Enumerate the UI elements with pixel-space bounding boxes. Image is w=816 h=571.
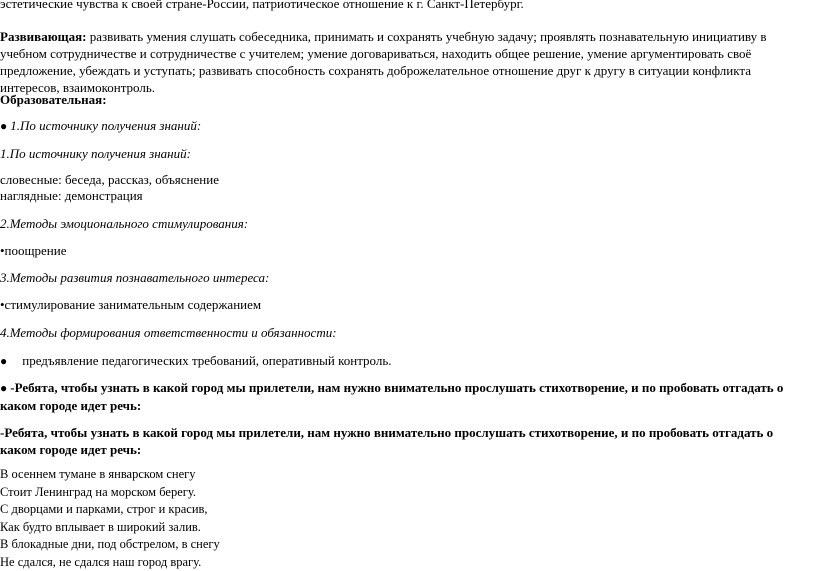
poem-line: Стоит Ленинград на морском берегу. [0,484,812,502]
method-4-heading: 4.Методы формирования ответственности и обязанности: [0,324,812,341]
developing-goal [0,28,812,96]
instruction-bulleted [0,379,812,414]
method-1-heading-bulleted [0,117,812,135]
bullet-icon: ● [0,381,7,395]
poem [0,466,812,571]
method-1-heading-text: 1.По источнику получения знаний: [10,118,201,133]
intro-line: эстетические чувства к своей стране-России, патриотическое отношение к г. Санкт-Петербург. [0,0,812,12]
developing-text: развивать умения слушать собеседника, принимать и сохранять учебную задачу; проявлять познавательную инициативу в учебном сотрудничестве и сотрудничестве с учителем; умение договариваться, находить общее решение, умение аргументировать своё предложение, убеждать и уступать; развивать способность сохранять доброжелательное отношение друг к другу в ситуации конфликта интересов, взаимоконтроль. [0,29,767,95]
method-3-item: •стимулирование занимательным содержанием [0,296,812,313]
method-1-item-visual: наглядные: демонстрация [0,187,812,204]
developing-label: Развивающая: [0,29,86,44]
method-3-heading: 3.Методы развития познавательного интереса: [0,269,812,286]
poem-line: Не сдался, не сдался наш город врагу. [0,554,812,571]
method-4-item-text: предъявление педагогических требований, оперативный контроль. [22,353,391,368]
poem-line: С дворцами и парками, строг и красив, [0,501,812,519]
bullet-icon: ● [0,354,7,368]
poem-line: Как будто вплывает в широкий залив. [0,519,812,537]
method-1-heading: 1.По источнику получения знаний: [0,145,812,162]
educational-heading: Образовательная: [0,91,812,108]
poem-line: В осеннем тумане в январском снегу [0,466,812,484]
poem-line: В блокадные дни, под обстрелом, в снегу [0,536,812,554]
method-1-item-verbal: словесные: беседа, рассказ, объяснение [0,171,812,188]
bullet-icon: ● [0,119,7,133]
instruction-paragraph: -Ребята, чтобы узнать в какой город мы прилетели, нам нужно внимательно прослушать стихотворение, и по пробовать отгадать о каком городе идет речь: [0,424,812,458]
instruction-text: -Ребята, чтобы узнать в какой город мы прилетели, нам нужно внимательно прослушать стихотворение, и по пробовать отгадать о каком городе идет речь: [0,380,783,413]
method-2-heading: 2.Методы эмоционального стимулирования: [0,215,812,232]
method-2-item: •поощрение [0,242,812,259]
method-4-item [0,352,812,370]
